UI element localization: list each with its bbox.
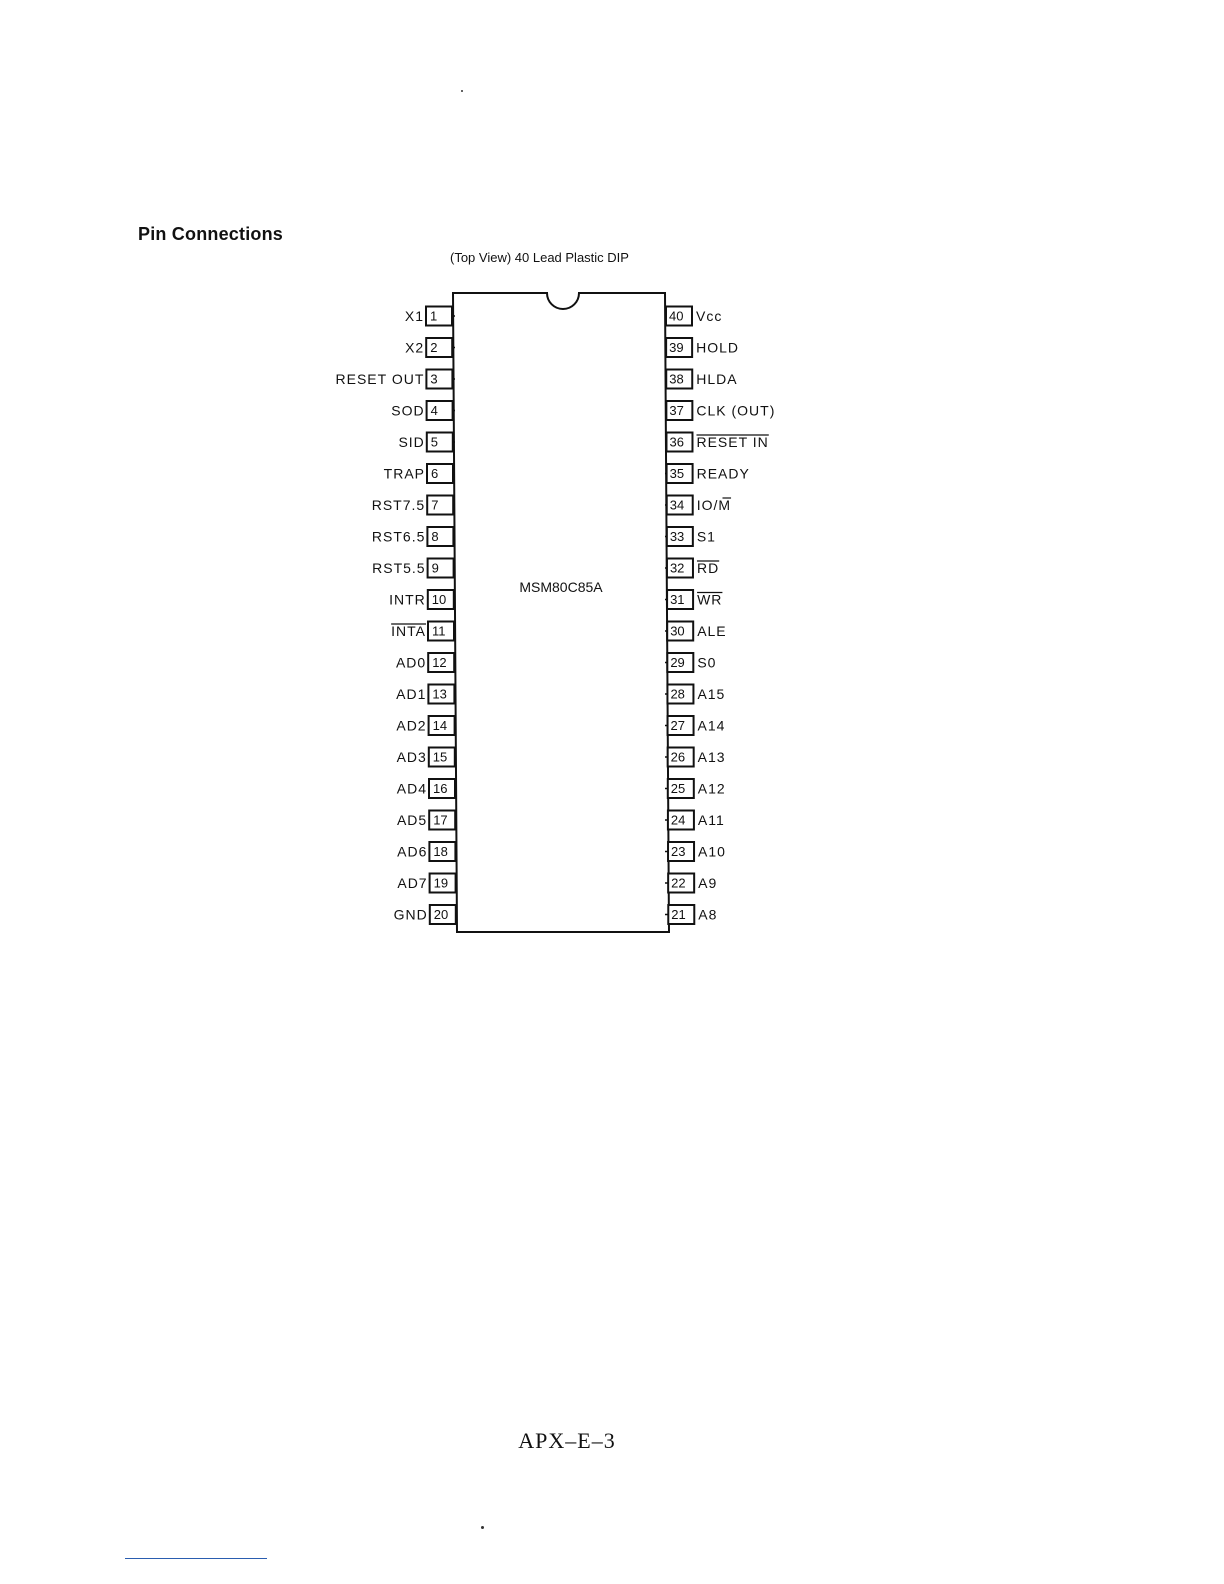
pin-label: RST5.5 [372, 560, 426, 576]
pin-number: 21 [671, 907, 686, 922]
pin-number: 25 [670, 781, 686, 796]
pin-right-29 [665, 653, 716, 672]
pin-label: A12 [697, 780, 726, 797]
pin-label: INTR [389, 591, 426, 608]
chip-outline [453, 293, 669, 932]
pin-left-6 [384, 464, 455, 483]
pin-left-7 [372, 496, 455, 515]
pin-left-15 [397, 748, 455, 767]
scan-speck [481, 1526, 484, 1529]
pin-label: AD2 [396, 717, 427, 734]
pin-number: 15 [432, 749, 448, 765]
pin-label: IO/M [696, 497, 732, 513]
pin-number: 19 [433, 875, 449, 891]
pin-number: 10 [431, 592, 447, 607]
pin-number: 14 [432, 718, 448, 733]
footer-rule [125, 1558, 267, 1559]
pin-number: 3 [430, 371, 438, 387]
page-footer: APX–E–3 [518, 1428, 616, 1453]
left-pin-column [336, 307, 456, 925]
pin-label: A10 [698, 843, 726, 860]
pin-left-19 [397, 874, 455, 893]
pin-label: A15 [697, 686, 726, 702]
pin-left-9 [372, 559, 455, 578]
pin-label: AD5 [396, 812, 428, 828]
pin-number: 34 [669, 497, 685, 513]
pin-label: AD1 [396, 686, 427, 702]
chip-name: MSM80C85A [519, 579, 603, 595]
pin-number: 4 [430, 403, 438, 418]
pin-right-27 [665, 716, 725, 735]
pin-label: ALE [697, 623, 727, 639]
pin-number: 40 [669, 308, 684, 324]
pin-label: A8 [698, 906, 718, 923]
scan-speck [461, 90, 463, 92]
pin-number: 2 [430, 340, 438, 355]
pin-number: 24 [670, 812, 686, 828]
pin-left-16 [397, 779, 455, 798]
pin-label: X1 [404, 308, 424, 324]
pin-label: A14 [697, 717, 726, 734]
pin-number: 5 [430, 434, 439, 450]
pin-number: 38 [669, 371, 684, 387]
pin-left-14 [396, 716, 455, 735]
pin-left-2 [405, 338, 455, 357]
pin-label: A9 [698, 875, 718, 891]
pin-number: 39 [669, 340, 684, 355]
pin-number: 11 [432, 623, 446, 639]
right-pin-column [665, 307, 775, 925]
pin-right-34 [665, 496, 731, 515]
pin-right-37 [665, 401, 775, 420]
pin-label: S1 [696, 528, 716, 545]
pin-right-39 [665, 338, 739, 357]
pin-label: WR [697, 591, 723, 608]
pin-number: 17 [433, 812, 448, 828]
pin-label: RESET OUT [335, 371, 425, 387]
pin-label: X2 [405, 339, 425, 356]
pin-number: 1 [430, 308, 438, 324]
pin-number: 16 [433, 781, 448, 796]
pin-label: RESET IN [696, 434, 769, 450]
pin-number: 22 [671, 875, 686, 891]
pin-label: RD [696, 560, 720, 576]
pin-number: 20 [433, 907, 449, 922]
pin-right-26 [665, 748, 726, 767]
pin-label: TRAP [383, 465, 425, 482]
pin-label: S0 [697, 654, 717, 671]
pin-label: HOLD [696, 339, 740, 356]
pin-number: 32 [669, 560, 685, 576]
pin-label: GND [393, 906, 428, 923]
pin-label: RST7.5 [371, 497, 426, 513]
pin-label: A13 [697, 749, 726, 765]
pin-left-11 [391, 622, 455, 641]
pin-number: 6 [431, 466, 439, 481]
chip-body-group [453, 293, 669, 932]
pin-right-25 [665, 779, 726, 798]
pin-right-35 [665, 464, 750, 483]
pin-left-18 [397, 842, 455, 861]
pin-right-32 [665, 559, 719, 578]
pin-right-40 [665, 307, 722, 326]
pin-number: 8 [431, 529, 439, 544]
pin-number: 26 [670, 749, 686, 765]
pin-number: 30 [670, 623, 685, 639]
pin-number: 13 [432, 686, 447, 702]
pin-label: AD4 [396, 780, 427, 797]
pin-label: A11 [697, 812, 725, 828]
pin-left-3 [336, 370, 455, 389]
pin-right-33 [665, 527, 716, 546]
pin-right-24 [665, 811, 725, 830]
pin-number: 9 [431, 560, 439, 576]
pin-left-13 [396, 685, 455, 704]
pin-label: AD3 [396, 749, 427, 765]
pin-right-28 [665, 685, 725, 704]
pin-number: 7 [431, 497, 439, 513]
pin-number: 12 [432, 655, 447, 670]
pin-label: SOD [391, 402, 425, 419]
pin-right-23 [665, 842, 726, 861]
pin-left-20 [394, 905, 456, 924]
pin-label: AD7 [397, 875, 428, 891]
pin-label: RST6.5 [371, 528, 426, 545]
pin-left-12 [396, 653, 455, 672]
pin-number: 35 [669, 466, 685, 481]
pin-label: READY [696, 465, 750, 482]
pin-label: AD0 [395, 654, 427, 671]
package-subtitle: (Top View) 40 Lead Plastic DIP [450, 250, 629, 265]
pin-number: 18 [433, 844, 448, 859]
pin-number: 33 [669, 529, 685, 544]
pin-number: 23 [671, 844, 686, 859]
pin-right-21 [665, 905, 717, 924]
pin-number: 31 [670, 592, 685, 607]
pin-label: CLK (OUT) [696, 402, 776, 419]
pin-label: Vcc [696, 308, 723, 324]
pin-label: INTA [391, 623, 426, 639]
pin-number: 28 [670, 686, 685, 702]
pin-left-4 [391, 401, 455, 420]
pin-right-30 [665, 622, 727, 641]
pin-left-8 [372, 527, 455, 546]
pin-number: 29 [670, 655, 685, 670]
pin-right-22 [665, 874, 717, 893]
pin-number: 37 [669, 403, 684, 418]
pin-right-36 [665, 433, 769, 452]
pin-left-1 [405, 307, 455, 326]
pin-left-10 [389, 590, 455, 609]
pin-left-17 [397, 811, 455, 830]
pin-label: HLDA [696, 371, 738, 387]
pin-label: SID [398, 434, 425, 450]
pin-number: 36 [669, 434, 684, 450]
pin-right-38 [665, 370, 738, 389]
pin-right-31 [665, 590, 722, 609]
pin-label: AD6 [397, 843, 428, 860]
pin-left-5 [398, 433, 455, 452]
section-heading: Pin Connections [138, 224, 284, 244]
pin-number: 27 [670, 718, 686, 733]
